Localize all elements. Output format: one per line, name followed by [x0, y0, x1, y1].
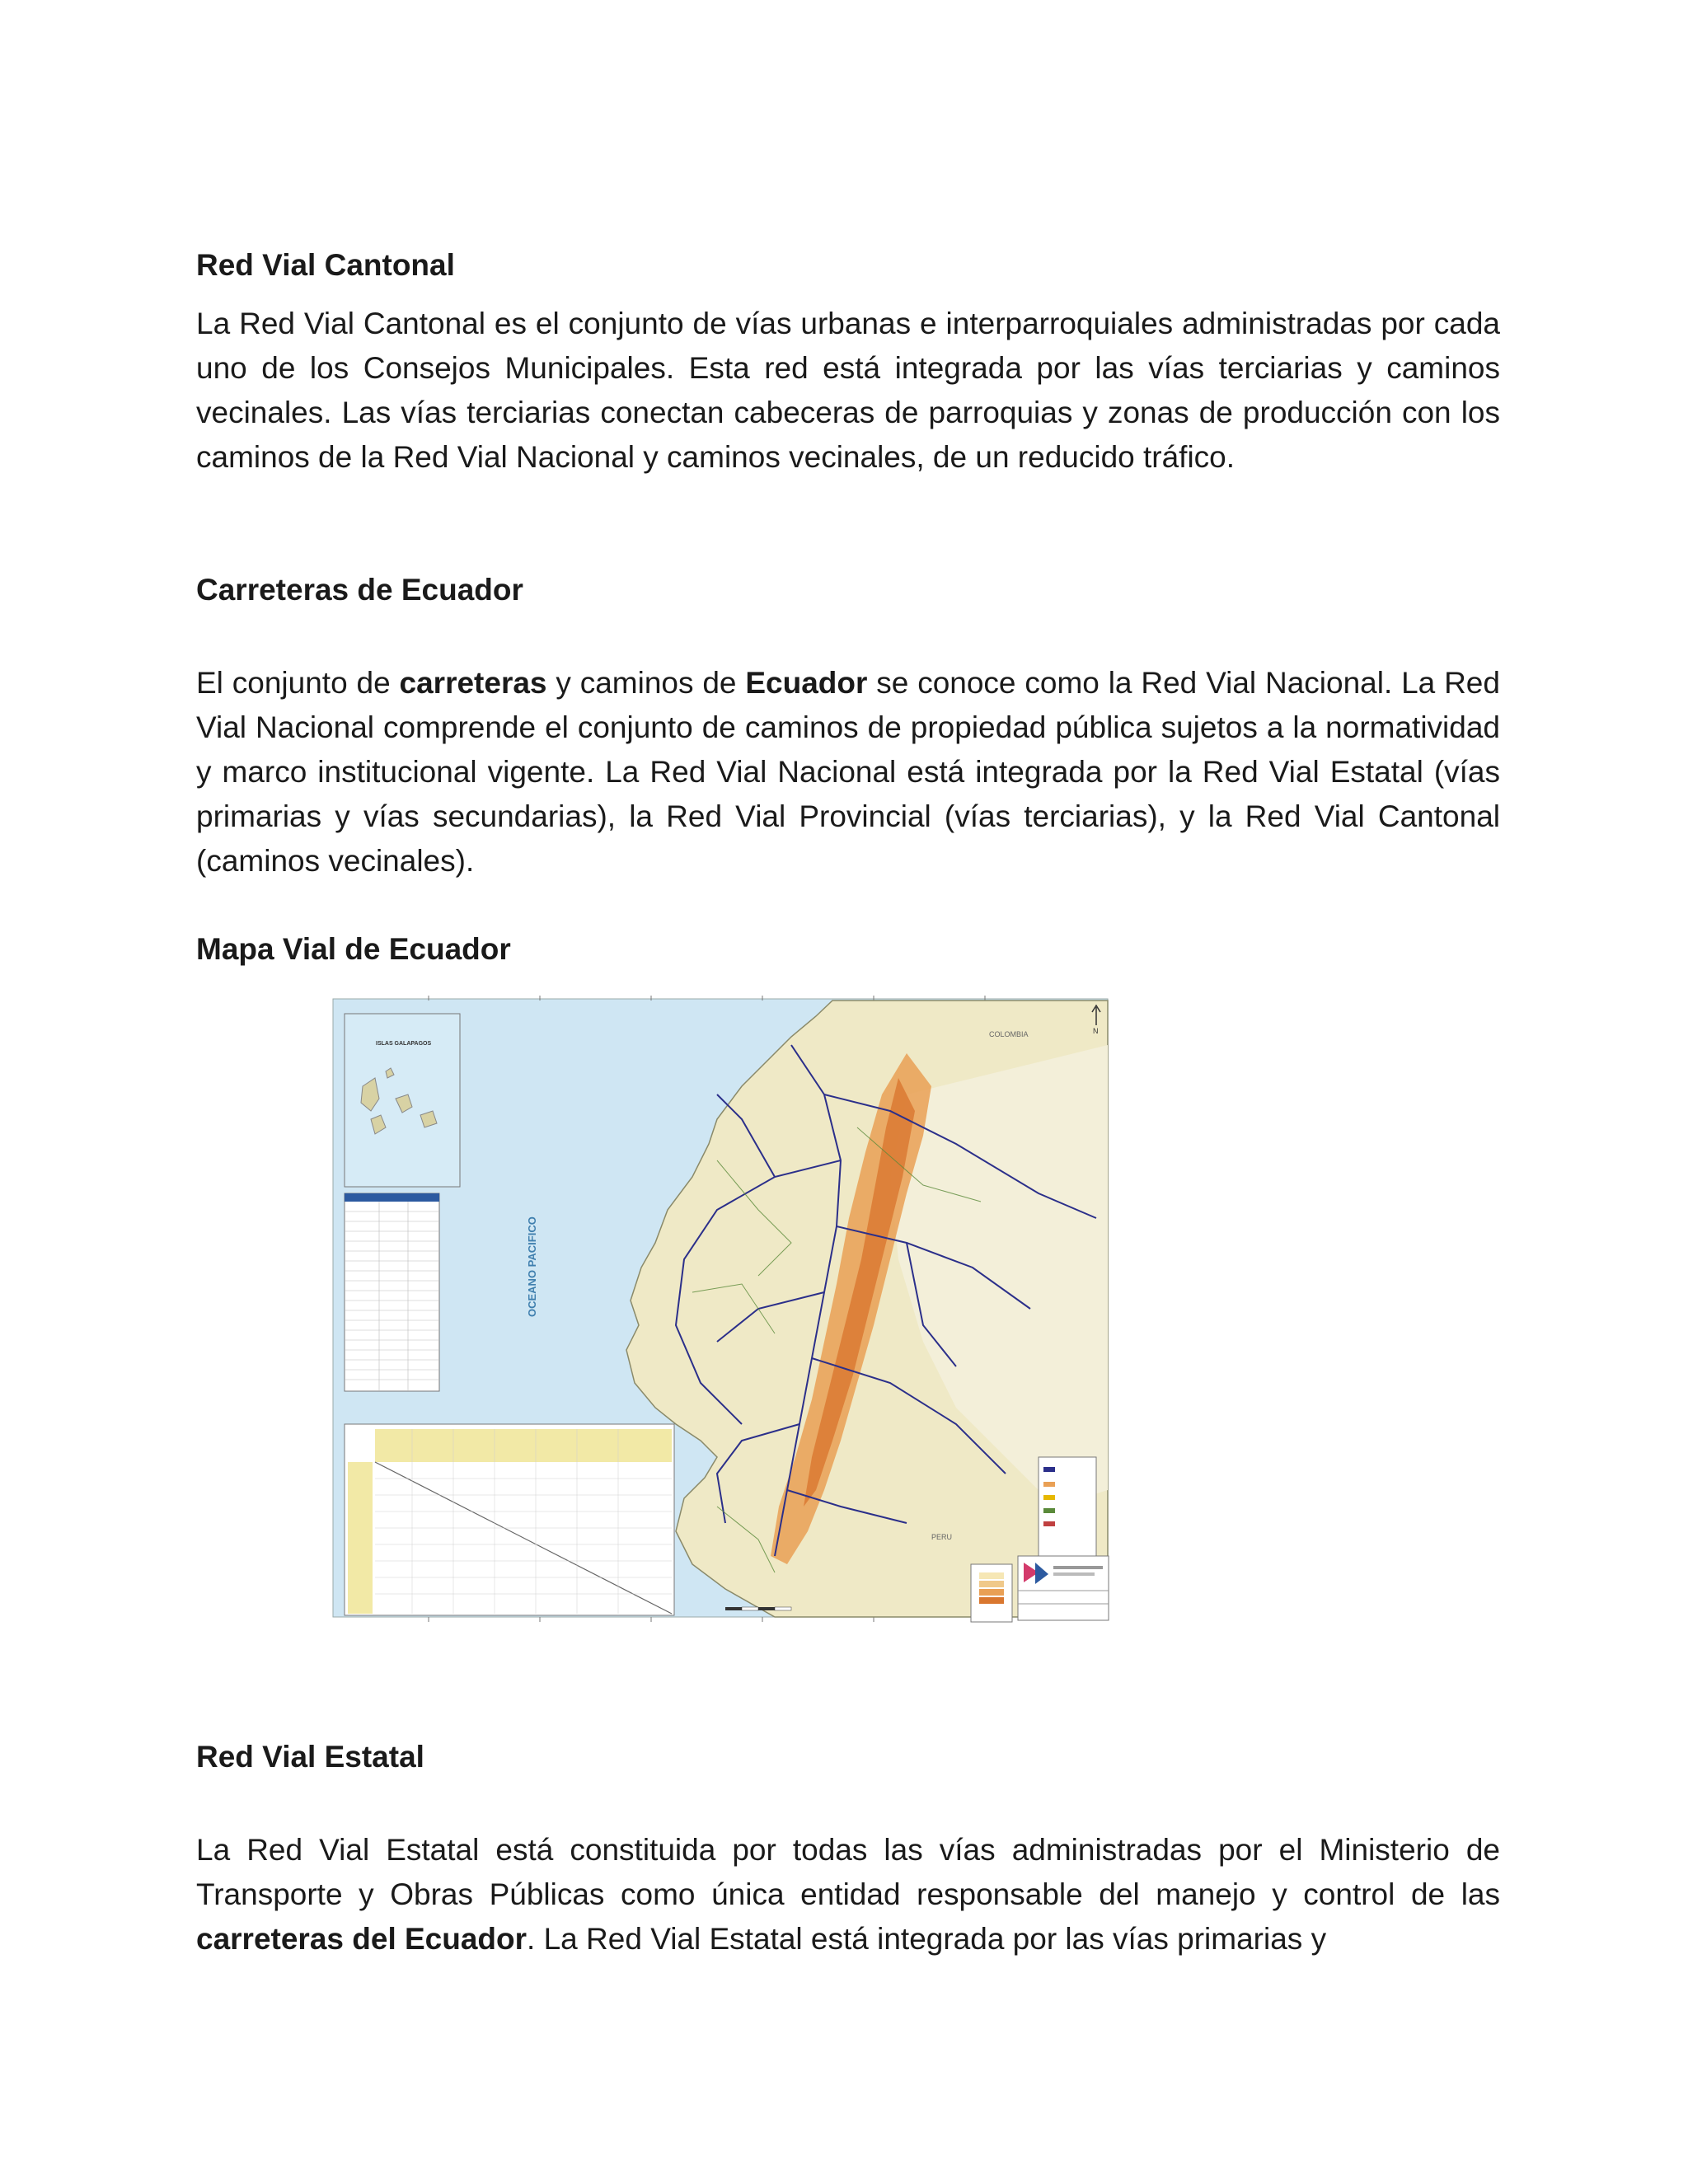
ocean-label: OCEANO PACIFICO — [526, 1216, 538, 1317]
text-run: y caminos de — [546, 666, 746, 700]
ecuador-road-map — [330, 996, 1111, 1629]
peru-label: PERU — [931, 1533, 953, 1541]
heading-red-vial-cantonal: Red Vial Cantonal — [196, 248, 455, 282]
text-run: La Red Vial Estatal está constituida por todas las vías administradas por el Ministerio de Transporte y Obras Públicas como única entidad responsable del manejo y control de las — [196, 1833, 1500, 1911]
colombia-label: COLOMBIA — [989, 1030, 1029, 1038]
bold-ecuador: Ecuador — [745, 666, 868, 700]
text-run: . La Red Vial Estatal está integrada por las vías primarias y — [527, 1922, 1327, 1956]
text-run: El conjunto de — [196, 666, 400, 700]
galapagos-inset — [345, 1014, 460, 1187]
bold-carreteras-del-ecuador: carreteras del Ecuador — [196, 1922, 528, 1956]
map-graphic — [330, 996, 1111, 1629]
paragraph-red-vial-cantonal: La Red Vial Cantonal es el conjunto de vías urbanas e interparroquiales administradas por cada uno de los Consejos Municipales. Esta red está integrada por las vías terciarias y caminos vecinales. Las vías terciarias conectan cabeceras de parroquias y zonas de producción con los caminos de la Red Vial Nacional y caminos vecinales, de un reducido tráfico. — [196, 307, 1500, 474]
road-table — [345, 1193, 439, 1391]
title-block — [971, 1556, 1109, 1622]
north-label: N — [1093, 1027, 1099, 1035]
heading-mapa-vial: Mapa Vial de Ecuador — [196, 932, 511, 966]
distance-matrix — [345, 1424, 674, 1615]
scale-bar — [725, 1607, 791, 1610]
bold-carreteras: carreteras — [399, 666, 547, 700]
galapagos-label: ISLAS GALAPAGOS — [376, 1041, 432, 1047]
map-legend — [1039, 1457, 1096, 1556]
text-run: se conoce como la Red Vial Nacional. La Red Vial Nacional comprende el conjunto de caminos de propiedad pública sujetos a la normatividad y marco institucional vigente. La Red Vial Nacional está integrada por la Red Vial Estatal (vías primarias y vías secundarias), la Red Vial Provincial (vías terciarias), y la Red Vial Cantonal (caminos vecinales). — [196, 666, 1500, 878]
paragraph-red-vial-estatal — [196, 1828, 1500, 1961]
heading-carreteras-de-ecuador: Carreteras de Ecuador — [196, 573, 523, 607]
paragraph-carreteras-de-ecuador — [196, 661, 1500, 883]
heading-red-vial-estatal: Red Vial Estatal — [196, 1740, 424, 1774]
